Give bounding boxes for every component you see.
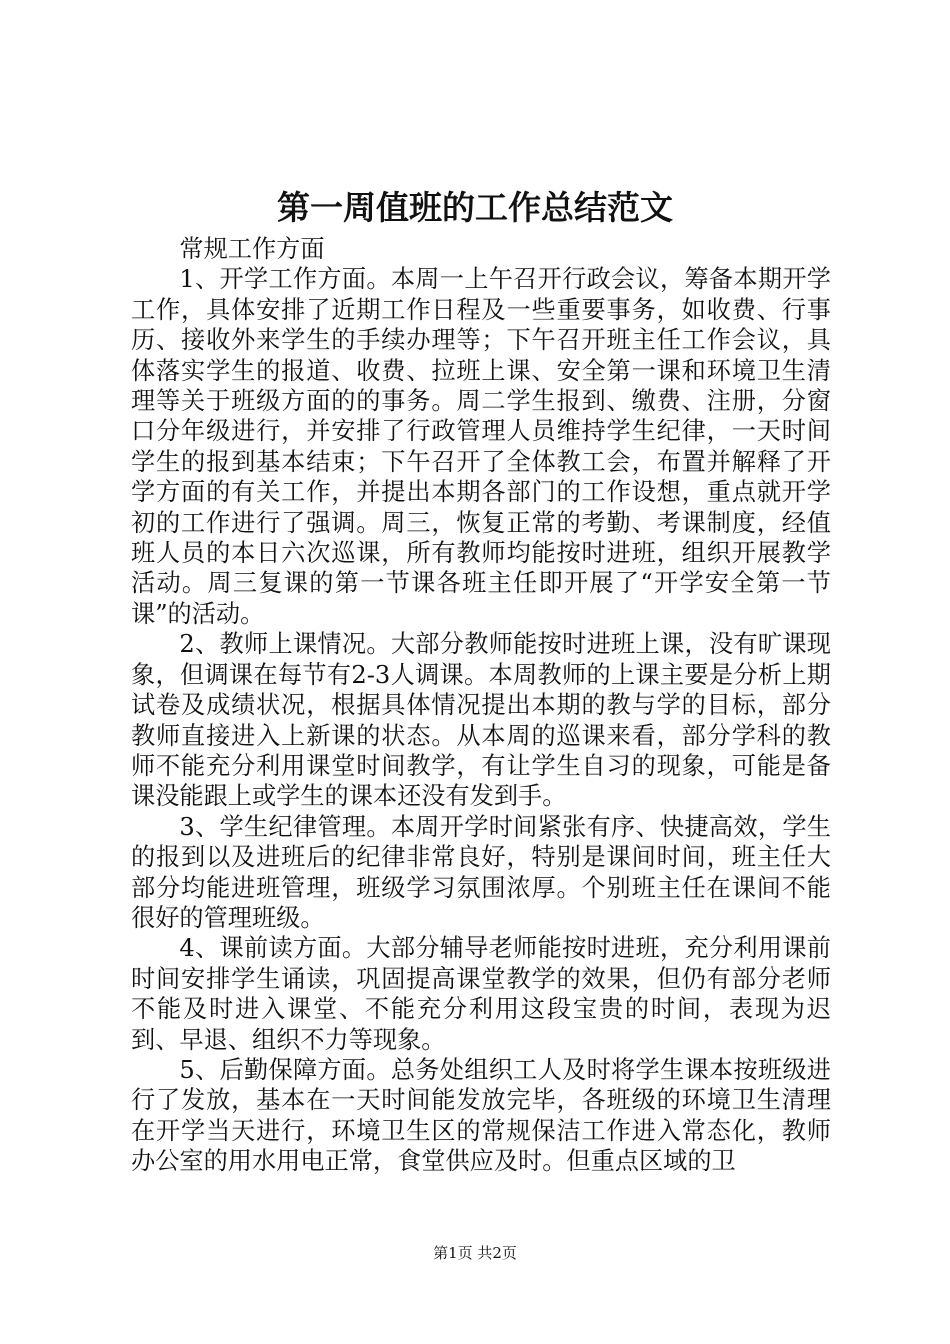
paragraph-1: 1、开学工作方面。本周一上午召开行政会议，筹备本期开学工作，具体安排了近期工作日程及一些重要事务，如收费、行事历、接收外来学生的手续办理等；下午召开班主任工作会议，具体落实学生的报道、收费、拉班上课、安全第一课和环境卫生清理等关于班级方面的的事务。周二学生报到、缴费、注册，分窗口分年级进行，并安排了行政管理人员维持学生纪律，一天时间学生的报到基本结束；下午召开了全体教工会，布置并解释了开学方面的有关工作，并提出本期各部门的工作设想，重点就开学初的工作进行了强调。周三，恢复正常的考勤、考课制度，经值班人员的本日六次巡课，所有教师均能按时进班，组织开展教学活动。周三复课的第一节课各班主任即开展了“开学安全第一节课”的活动。: [131, 265, 831, 628]
paragraph-5: 5、后勤保障方面。总务处组织工人及时将学生课本按班级进行了发放，基本在一天时间能发放完毕，各班级的环境卫生清理在开学当天进行，环境卫生区的常规保洁工作进入常态化，教师办公室的用水用电正常，食堂供应及时。但重点区域的卫: [131, 1055, 831, 1176]
document-body: [131, 234, 831, 1177]
section-heading: 常规工作方面: [179, 235, 325, 263]
paragraph-2: 2、教师上课情况。大部分教师能按时进班上课，没有旷课现象，但调课在每节有2-3人调课。本周教师的上课主要是分析上期试卷及成绩状况，根据具体情况提出本期的教与学的目标，部分教师直接进入上新课的状态。从本周的巡课来看，部分学科的教师不能充分利用课堂时间教学，有让学生自习的现象，可能是备课没能跟上或学生的课本还没有发到手。: [131, 630, 831, 811]
paragraph-3: 3、学生纪律管理。本周开学时间紧张有序、快捷高效，学生的报到以及进班后的纪律非常良好，特别是课间时间，班主任大部分均能进班管理，班级学习氛围浓厚。个别班主任在课间不能很好的管理班级。: [131, 812, 831, 932]
paragraph-4: 4、课前读方面。大部分辅导老师能按时进班，充分利用课前时间安排学生诵读，巩固提高课堂教学的效果，但仍有部分老师不能及时进入课堂、不能充分利用这段宝贵的时间，表现为迟到、早退、组织不力等现象。: [131, 934, 831, 1054]
page-footer: 第1页 共2页: [433, 1244, 517, 1262]
document-title: 第一周值班的工作总结范文: [277, 188, 673, 227]
